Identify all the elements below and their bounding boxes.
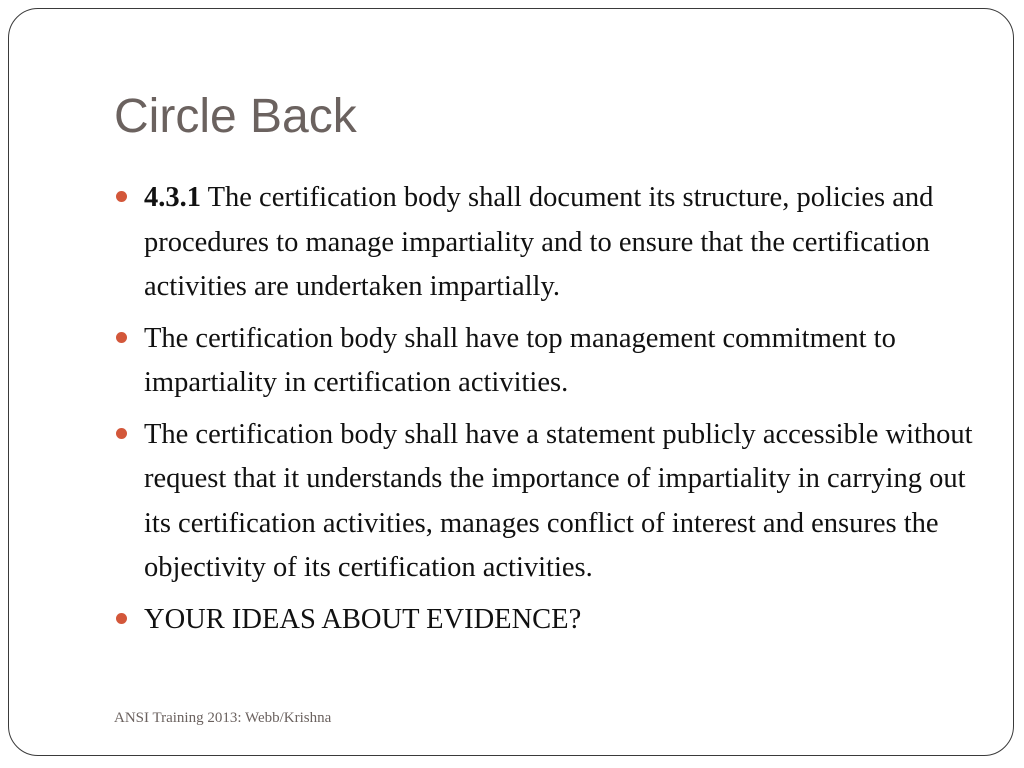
bullet-item [114,176,974,310]
bullet-text: The certification body shall have a statement publicly accessible without request that it understands the importance of impartiality in carrying out its certification activities, manages conflict of interest and ensures the objectivity of its certification activities. [144,418,973,583]
slide [8,8,1014,756]
bullet-text: YOUR IDEAS ABOUT EVIDENCE? [144,603,582,635]
bullet-item [114,317,974,406]
bullet-dot-icon [116,613,127,624]
bullet-text: The certification body shall document its structure, policies and procedures to manage impartiality and to ensure that the certification activities are undertaken impartially. [144,182,934,302]
bullet-dot-icon [116,332,127,343]
bullet-dot-icon [116,428,127,439]
bullet-item [114,413,974,591]
clause-number: 4.3.1 [144,182,201,213]
slide-footer: ANSI Training 2013: Webb/Krishna [114,710,332,726]
bullet-text: The certification body shall have top management commitment to impartiality in certification activities. [144,322,896,398]
bullet-list [114,176,974,649]
bullet-item [114,598,974,643]
bullet-dot-icon [116,191,127,202]
slide-title: Circle Back [114,90,357,143]
